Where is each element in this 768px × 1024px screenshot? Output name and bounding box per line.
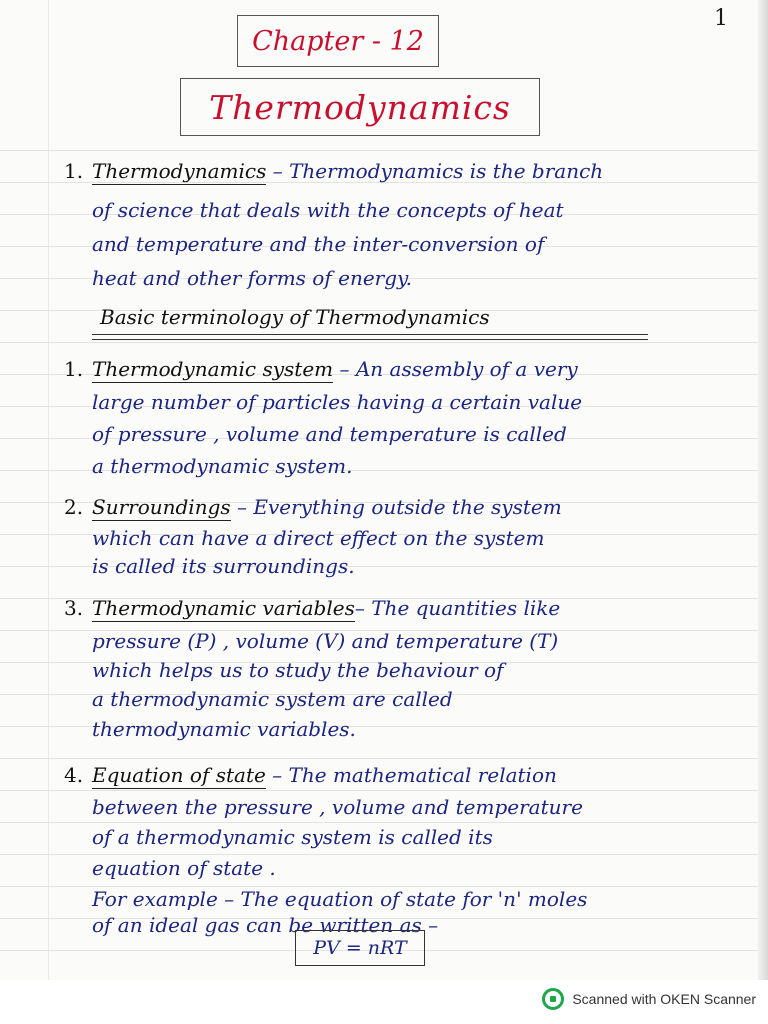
- term2-title: Surroundings: [92, 495, 231, 519]
- term4-number: 4.: [64, 763, 84, 787]
- term3-title: Thermodynamic variables: [92, 596, 355, 620]
- term4-line-4: For example – The equation of state for 'n' moles: [92, 887, 588, 911]
- term1-title: Thermodynamic system: [92, 357, 334, 381]
- term3-line-0: [64, 593, 744, 623]
- section1-number: 1.: [64, 159, 84, 183]
- section1-text-0: – Thermodynamics is the branch: [266, 159, 604, 183]
- term1-line-3: a thermodynamic system.: [92, 454, 353, 478]
- oken-scanner-logo-icon: [542, 988, 564, 1010]
- term3-line-2: which helps us to study the behaviour of: [92, 658, 504, 682]
- term4-line-0: [64, 760, 744, 790]
- term1-line-1: large number of particles having a certain value: [92, 390, 583, 414]
- scanner-watermark: [542, 988, 756, 1010]
- term3-line-3: a thermodynamic system are called: [92, 687, 453, 711]
- term4-text-0: – The mathematical relation: [265, 763, 557, 787]
- term2-text-0: – Everything outside the system: [230, 495, 562, 519]
- section1-line-3: heat and other forms of energy.: [92, 266, 413, 290]
- term2-line-1: which can have a direct effect on the system: [92, 526, 545, 550]
- term2-line-0: [64, 492, 744, 522]
- term4-line-2: of a thermodynamic system is called its: [92, 825, 493, 849]
- term4-line-3: equation of state .: [92, 856, 276, 880]
- page-number: 1: [714, 6, 728, 31]
- ruled-line: [0, 758, 768, 759]
- ruled-line: [0, 790, 768, 791]
- ruled-line: [0, 150, 768, 151]
- term4-line-5: of an ideal gas can be written as –: [92, 913, 439, 937]
- term1-line-0: [64, 354, 744, 384]
- heading-underline: [92, 334, 648, 335]
- scanner-text: Scanned with OKEN Scanner: [572, 991, 756, 1007]
- term3-text-0: – The quantities like: [354, 596, 561, 620]
- term4-line-1: between the pressure , volume and temperature: [92, 795, 583, 819]
- term1-number: 1.: [64, 357, 84, 381]
- title-box: [180, 78, 540, 136]
- term1-line-2: of pressure , volume and temperature is called: [92, 422, 567, 446]
- term3-line-4: thermodynamic variables.: [92, 717, 356, 741]
- chapter-box: [237, 15, 439, 67]
- section1-line-1: of science that deals with the concepts of heat: [92, 198, 564, 222]
- section1-line-0: [64, 156, 744, 186]
- chapter-label: Chapter - 12: [252, 25, 424, 57]
- term2-number: 2.: [64, 495, 84, 519]
- term2-line-2: is called its surroundings.: [92, 554, 355, 578]
- margin-line: [48, 0, 49, 980]
- term3-number: 3.: [64, 596, 84, 620]
- section1-line-2: and temperature and the inter-conversion of: [92, 232, 545, 256]
- formula-box: PV = nRT: [295, 930, 425, 966]
- term4-title: Equation of state: [92, 763, 266, 787]
- heading-underline-2: [92, 339, 648, 340]
- ruled-line: [0, 342, 768, 343]
- term1-text-0: – An assembly of a very: [333, 357, 578, 381]
- term3-line-1: pressure (P) , volume (V) and temperature (T): [92, 629, 559, 653]
- basic-terminology-heading: Basic terminology of Thermodynamics: [100, 305, 490, 329]
- section1-term: Thermodynamics: [92, 159, 267, 183]
- page-title: Thermodynamics: [209, 87, 511, 127]
